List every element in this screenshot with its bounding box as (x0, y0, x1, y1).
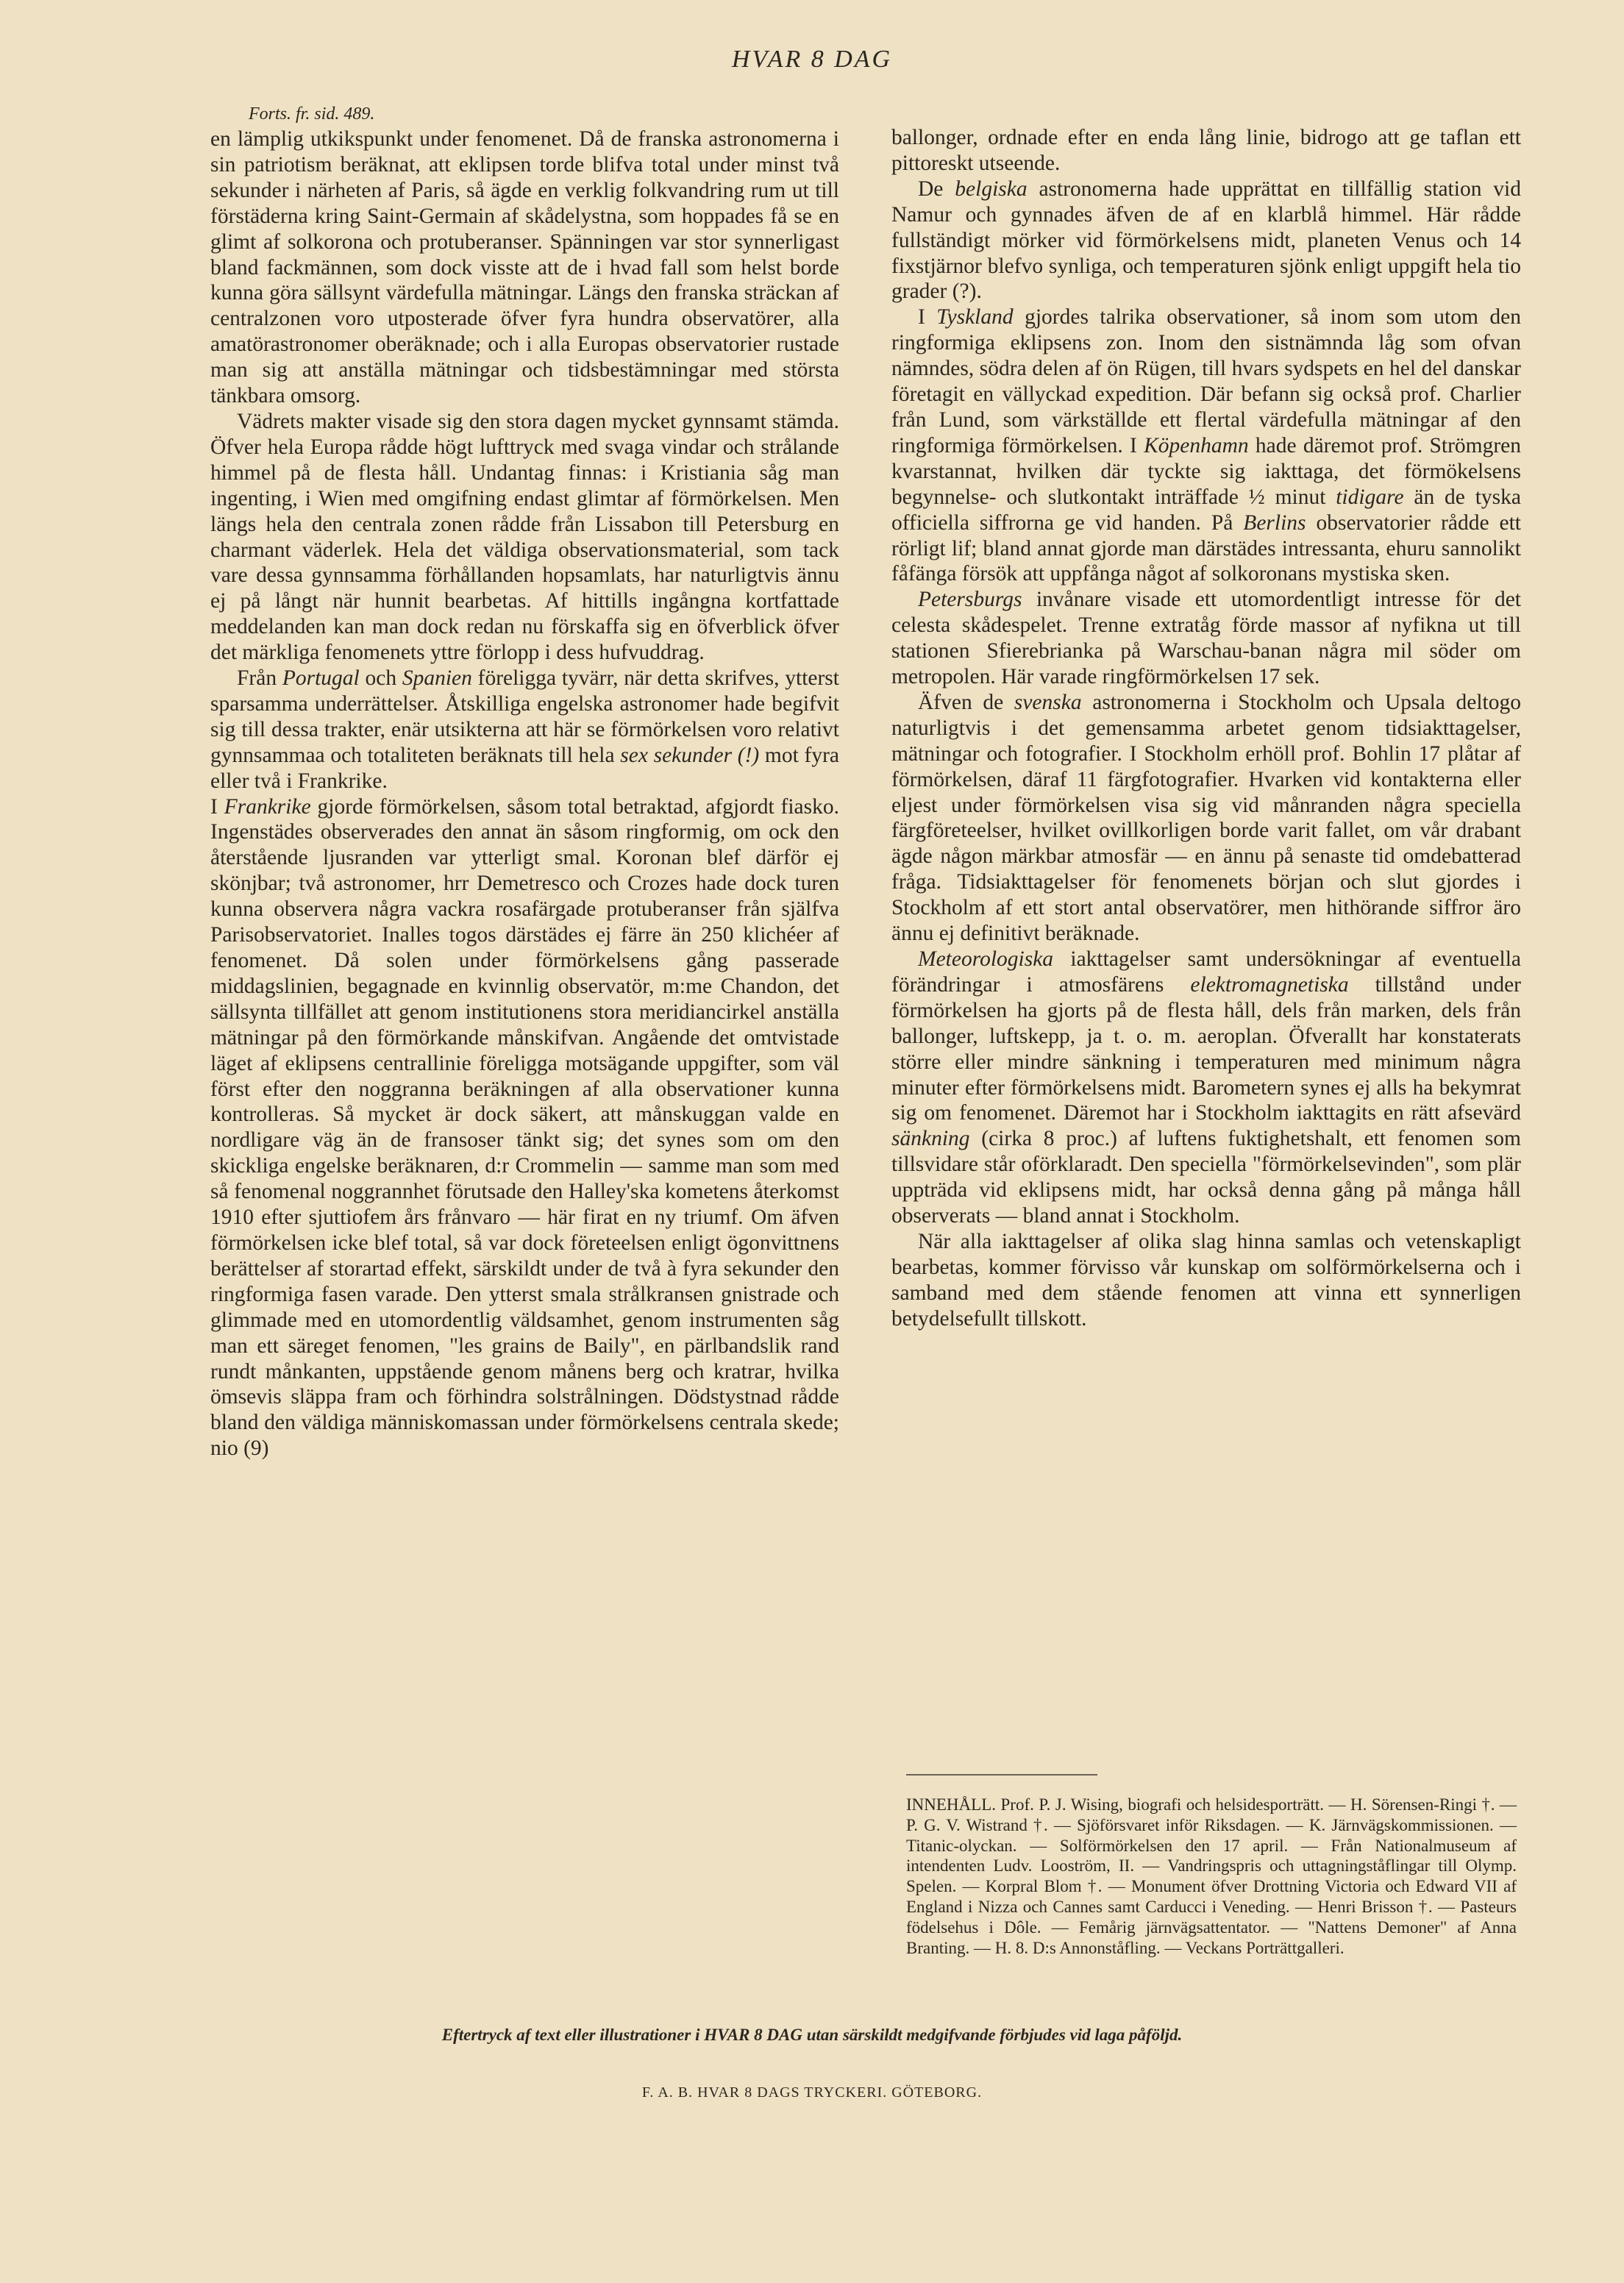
right-column-text (891, 125, 1521, 1332)
right-column (891, 125, 1521, 1332)
paragraph: När alla iakttagelser af olika slag hinna samlas och vetenskapligt bearbetas, kommer förvisso vår kunskap om solförmörkelserna och i samband med dem stående fenomen att vinna ett synnerligen betydelsefullt tillskott. (891, 1229, 1521, 1331)
paragraph: Äfven de svenska astronomerna i Stockholm och Upsala deltogo naturligtvis i det gemensamma arbetet genom tidsiakttagelser, mätningar och fotografier. I Stockholm erhöll prof. Bohlin 17 plåtar af förmörkelsen, däraf 11 färgfotografier. Hvarken vid kontakterna eller eljest under förmörkelsen visa sig vid månranden några speciella färgföreteelser, hvilket ovillkorligen borde varit fallet, om vår drabant ägde någon märkbar atmosfär — en ännu på senaste tid omdebatterad fråga. Tidsiakttagelser för fenomenets början och slut gjordes i Stockholm af ett stort antal observatörer, men hithörande siffror äro ännu ej definitivt beräknade. (891, 690, 1521, 946)
paragraph: en lämplig utkikspunkt under fenomenet. Då de franska astronomerna i sin patriotism beräknat, att eklipsen torde blifva total under minst två sekunder i närheten af Paris, så ägde en verklig folkvandring rum ut till förstäderna kring Saint-Germain af skådelystna, som hoppades få se en glimt af solkorona och protuberanser. Spänningen var stor synnerligast bland fackmännen, som dock visste att de i hvad fall som helst borde kunna göra sällsynt värdefulla mätningar. Längs den franska sträckan af centralzonen voro utposterade öfver fyra hundra observatörer, alla amatörastronomer oberäknade; och i alla Europas observatorier rustade man sig att anställa mätningar och tidsbestämningar med största tänkbara omsorg. (210, 127, 839, 408)
left-column (210, 103, 839, 1461)
paragraph: Petersburgs invånare visade ett utomordentligt intresse för det celesta skådespelet. Trenne extratåg förde massor af nyfikna ut till stationen Sfierebrianka på Warschau-banan några mil söder om metropolen. Här varade ringförmörkelsen 17 sek. (891, 588, 1521, 689)
paragraph: De belgiska astronomerna hade upprättat en tillfällig station vid Namur och gynnades äfven de af en klarblå himmel. Här rådde fullständigt mörker vid förmörkelsens midt, planeten Venus och 14 fixstjärnor blefvo synliga, och temperaturen sjönk enligt uppgift hela tio grader (?). (891, 177, 1522, 304)
continuation-note: Forts. fr. sid. 489. (249, 104, 375, 124)
printer-imprint: F. A. B. HVAR 8 DAGS TRYCKERI. GÖTEBORG. (641, 2084, 983, 2101)
table-of-contents: INNEHÅLL. Prof. P. J. Wising, biografi och helsidesporträtt. — H. Sörensen-Ringi †. — P. G. V. Wistrand †. — Sjöförsvaret inför Riksdagen. — K. Järnvägskommissionen. — Titanic-olyckan. — Solförmörkelsen den 17 april. — Från Nationalmuseum af intendenten Ludv. Looström, II. — Vandringspris och uttagningståflingar till Olymp. Spelen. — Korpral Blom †. — Monument öfver Drottning Victoria och Edward VII af England i Nizza och Cannes samt Carducci i Veneding. — Henri Brisson †. — Pasteurs födelsehus i Dôle. — Femårig järnvägsattentator. — "Nattens Demoner" af Anna Branting. — H. 8. D:s Annonståfling. — Veckans Porträttgalleri. (906, 1795, 1517, 1957)
page-header: HVAR 8 DAG (731, 46, 893, 73)
paragraph: I Tyskland gjordes talrika observationer, så inom som utom den ringformiga eklipsens zon. Inom den sistnämnda låg som ofvan nämndes, södra delen af ön Rügen, till hvars sydspets en hel del danskar företagit en vällyckad expedition. Där befann sig också prof. Charlier från Lund, som värkställde ett flertal värdefulla mätningar af den ringformiga förmörkelsen. I Köpenhamn hade däremot prof. Strömgren kvarstannat, hvilken där tyckte sig iakttaga, det förmökelsens begynnelse- och slutkontakt inträffade ½ minut tidigare än de tyska officiella siffrorna ge vid handen. På Berlins observatorier rådde ett rörligt lif; bland annat gjorde man därstädes intressanta, ehuru sannolikt fåfänga försök att uppfånga något af solkoronans mystiska sken. (891, 305, 1522, 586)
paragraph: Meteorologiska iakttagelser samt undersökningar af eventuella förändringar i atmosfärens elektromagnetiska tillstånd under förmörkelsen ha gjorts på de flesta håll, dels från marken, dels från ballonger, luftskepp, ja t. o. m. aeroplan. Öfverallt har konstaterats större eller mindre sänkning i temperaturen med minimum några minuter efter förmörkelsens midt. Barometern synes ej alls ha bekymrat sig om fenomenet. Däremot har i Stockholm iakttagits en rätt afsevärd sänkning (cirka 8 proc.) af luftens fuktighetshalt, ett fenomen som tillsvidare står oförklaradt. Den speciella "förmörkelsevinden", som plär uppträda vid eklipsens midt, har också denna gång på många håll observerats — bland annat i Stockholm. (891, 947, 1521, 1228)
paragraph: Vädrets makter visade sig den stora dagen mycket gynnsamt stämda. Öfver hela Europa rådde högt lufttryck med svaga vindar och strålande himmel på de flesta håll. Undantag finnas: i Kristiania såg man ingenting, i Wien med omgifning endast glimtar af förmörkelsen. Men längs hela den centrala zonen rådde från Lissabon till Petersburg en charmant väderlek. Hela det väldiga observationsmaterial, som tack vare dessa gynnsamma förhållanden hopsamlats, har naturligtvis ännu ej på långt när hunnit bearbetas. Af hittills ingångna kortfattade meddelanden kan man dock redan nu förskaffa sig en öfverblick öfver det märkliga fenomenets yttre förlopp i dess hufvuddrag. (210, 409, 839, 665)
left-column-text (210, 127, 839, 1461)
paragraph: ballonger, ordnade efter en enda lång linie, bidrogo att ge taflan ett pittoreskt utseende. (891, 126, 1521, 175)
paragraph: I Frankrike gjorde förmörkelsen, såsom total betraktad, afgjordt fiasko. Ingenstädes observerades den annat än såsom ringformig, om ock den återstående ljusranden var ytterligt smal. Koronan blef därför ej skönjbar; två astronomer, hrr Demetresco och Crozes hade dock turen kunna observera några vackra rosafärgade protuberanser från själfva Parisobservatoriet. Inalles togos därstädes ej färre än 250 klichéer af fenomenet. Då solen under förmörkelsens gång passerade middagslinien, begagnade en kvinnlig observatör, m:me Chandon, det sällsynta tillfället att genom institutionens stora meridiancirkel anställa mätningar på den förmörkande månskifvan. Angående det omtvistade läget af eklipsens centrallinie föreligga motsägande uppgifter, som väl först efter den noggranna beräkningen af alla observationer kunna kontrolleras. Så mycket är dock säkert, att månskuggan valde en nordligare väg än de fransoser tänkt sig; det synes som om den skickliga engelske beräknaren, d:r Crommelin — samme man som med så fenomenal noggrannhet förutsade den Halley'ska kometens återkomst 1910 efter sjuttiofem års frånvaro — här firat en ny triumf. Om äfven förmörkelsen icke blef total, så var dock företeelsen enligt ögonvittnens berättelser af storartad effekt, särskildt under de två à fyra sekunder den ringformiga fasen varade. Den ytterst smala strålkransen gnistrade och glimmade med en utomordentlig väldsamhet, genom instrumenten såg man ett säreget fenomen, "les grains de Baily", en pärlbandslik rand rundt månkanten, uppstående genom månens berg och kratrar, hvilka ömsevis släppa fram och förhindra solstrålningen. Dödstystnad rådde bland den väldiga människomassan under förmörkelsens centrala skede; nio (9) (210, 794, 839, 1461)
reprint-notice: Eftertryck af text eller illustrationer i HVAR 8 DAG utan särskildt medgifvande förbjudes vid laga påföljd. (441, 2026, 1183, 2044)
paragraph: Från Portugal och Spanien föreligga tyvärr, när detta skrifves, ytterst sparsamma underrättelser. Åtskilliga engelska astronomer hade begifvit sig till dessa trakter, enär utsikterna att här se förmörkelsen voro relativt gynnsammaa och totaliteten beräknats till hela sex sekunder (!) mot fyra eller två i Frankrike. (210, 666, 839, 793)
contents-rule (906, 1774, 1097, 1776)
